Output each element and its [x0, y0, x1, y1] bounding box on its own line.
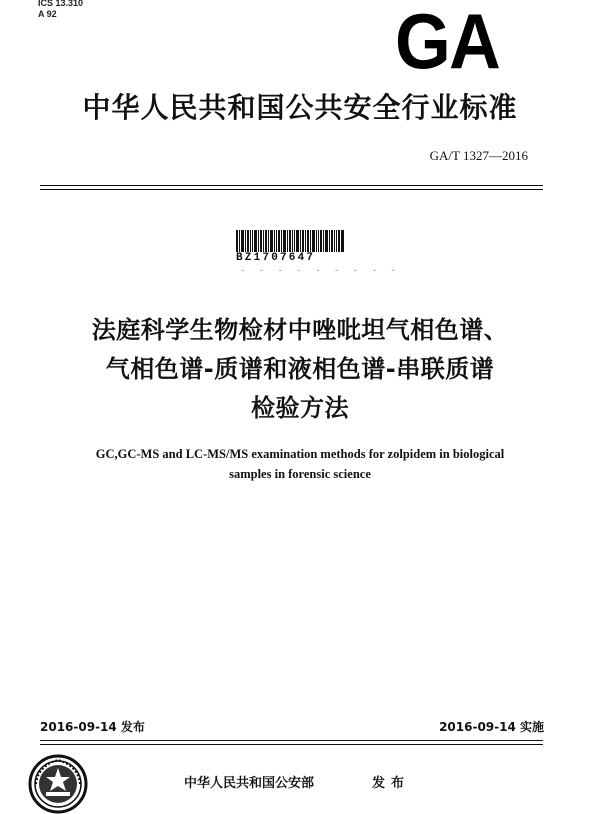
issue-action: 发布 — [372, 776, 411, 791]
ga-logo: GA — [395, 0, 499, 85]
header-divider — [40, 185, 543, 186]
classification-codes — [38, 0, 83, 20]
implementation-date: 2016-09-14 实施 — [439, 720, 544, 734]
ics-code: ICS 13.310 — [38, 0, 84, 8]
footer-divider — [40, 740, 543, 741]
standard-category-title: 中华人民共和国公共安全行业标准 — [82, 91, 518, 124]
chinese-title-line-2: 气相色谱-质谱和液相色谱-串联质谱 — [105, 355, 495, 383]
issuing-authority: 中华人民共和国公安部 — [184, 776, 315, 791]
standard-number: GA/T 1327—2016 — [429, 148, 528, 163]
english-title-line-2: samples in forensic science — [229, 467, 371, 481]
chinese-title-line-1: 法庭科学生物检材中唑吡坦气相色谱、 — [91, 316, 509, 344]
police-emblem-icon — [28, 754, 88, 814]
header-divider-secondary — [40, 189, 543, 190]
barcode-number: BZ1707647 — [236, 252, 316, 264]
chinese-title-line-3: 检验方法 — [251, 394, 349, 422]
barcode-underline: - - - - - - - - - — [240, 266, 400, 276]
barcode-icon — [236, 230, 344, 252]
english-title-line-1: GC,GC-MS and LC-MS/MS examination methods for zolpidem in biological — [95, 447, 505, 461]
publication-date: 2016-09-14 发布 — [40, 720, 145, 734]
ccs-code: A 92 — [38, 9, 57, 19]
footer-divider-secondary — [40, 744, 543, 745]
